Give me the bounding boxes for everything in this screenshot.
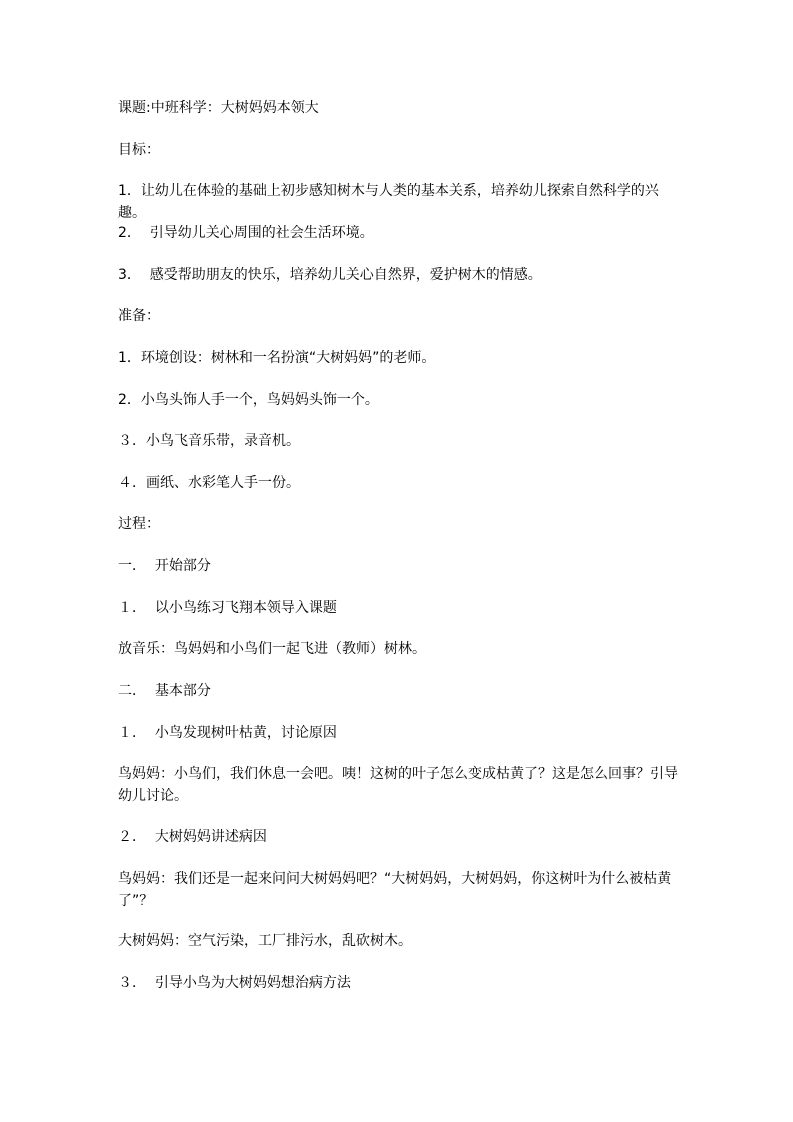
preparation-item-4: ４．画纸、水彩笔人手一份。 — [118, 475, 300, 491]
section-heading-2: 二． 基本部分 — [118, 683, 211, 699]
dialogue-paragraph: 鸟妈妈：我们还是一起来问问大树妈妈吧？“大树妈妈，大树妈妈，你这树叶为什么被枯黄了”？ — [118, 871, 672, 909]
preparation-item-2: 2．小鸟头饰人手一个，鸟妈妈头饰一个。 — [118, 392, 379, 408]
process-heading: 过程： — [118, 516, 160, 532]
section-heading-1: 一． 开始部分 — [118, 558, 211, 574]
goals-heading: 目标： — [118, 142, 160, 158]
dialogue-paragraph: 鸟妈妈：小鸟们，我们休息一会吧。咦！这树的叶子怎么变成枯黄了？这是怎么回事？引导幼儿讨论。 — [118, 766, 678, 804]
step-heading: １． 以小鸟练习飞翔本领导入课题 — [118, 600, 337, 616]
step-heading: ３． 引导小鸟为大树妈妈想治病方法 — [118, 975, 351, 991]
lesson-title: 课题:中班科学：大树妈妈本领大 — [118, 100, 319, 116]
preparation-item-1: 1．环境创设：树林和一名扮演“大树妈妈”的老师。 — [118, 350, 436, 366]
dialogue-paragraph: 大树妈妈：空气污染，工厂排污水，乱砍树木。 — [118, 933, 412, 949]
goal-item-1: 1．让幼儿在体验的基础上初步感知树木与人类的基本关系，培养幼儿探索自然科学的兴趣。 — [118, 183, 659, 221]
step-heading: ２． 大树妈妈讲述病因 — [118, 829, 267, 845]
preparation-item-3: ３．小鸟飞音乐带，录音机。 — [118, 433, 300, 449]
step-heading: １． 小鸟发现树叶枯黄，讨论原因 — [118, 725, 337, 741]
preparation-heading: 准备： — [118, 308, 160, 324]
goal-item-3: 3． 感受帮助朋友的快乐，培养幼儿关心自然界，爱护树木的情感。 — [118, 267, 542, 283]
step-text: 放音乐：鸟妈妈和小鸟们一起飞进（教师）树林。 — [118, 641, 426, 657]
goal-item-2: 2． 引导幼儿关心周围的社会生活环境。 — [118, 225, 374, 241]
